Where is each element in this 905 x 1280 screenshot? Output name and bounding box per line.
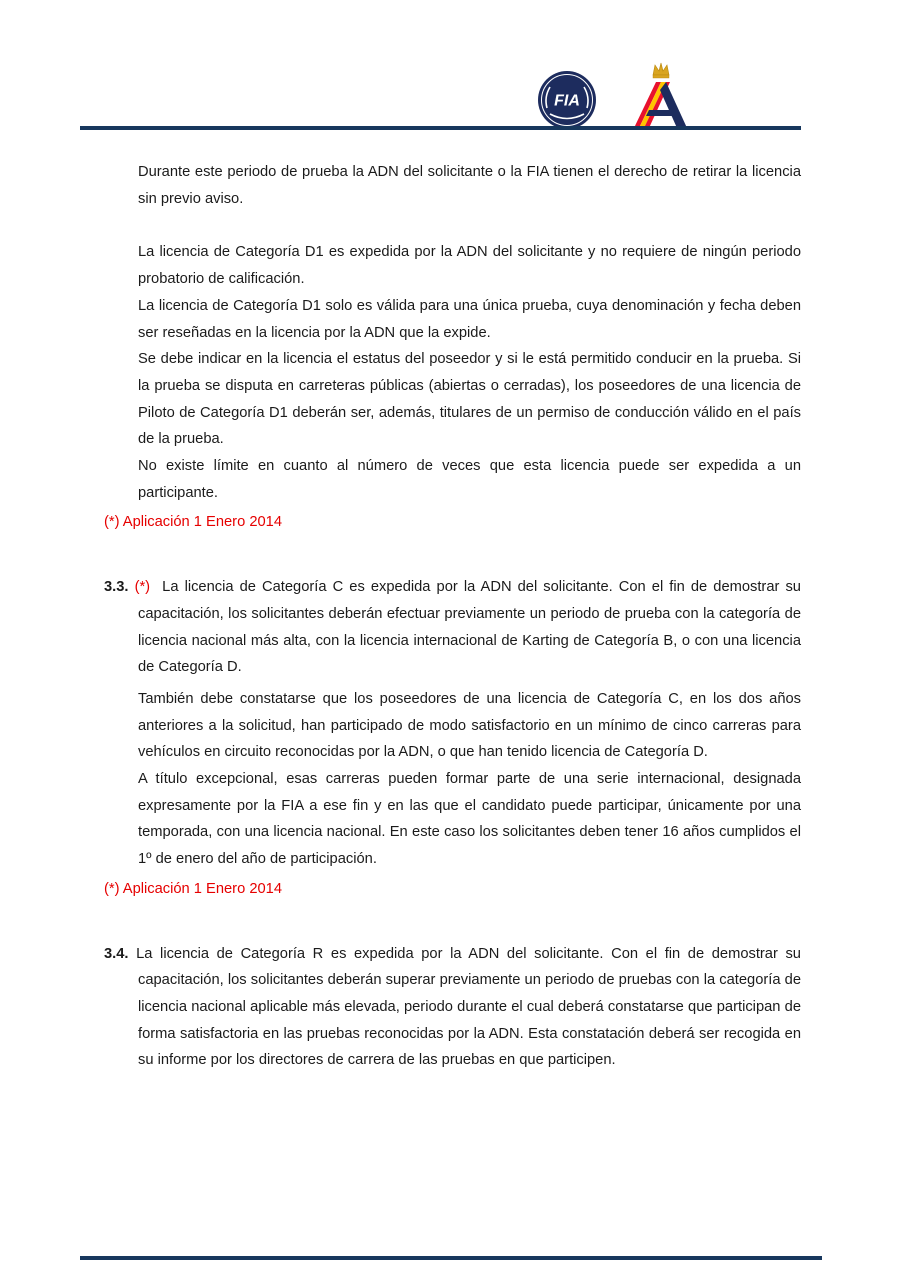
- rfeda-logo-icon: [628, 60, 692, 130]
- application-note: (*) Aplicación 1 Enero 2014: [104, 514, 282, 531]
- section-intro: [104, 159, 801, 536]
- section-3-3: [104, 574, 801, 902]
- paragraph: Se debe indicar en la licencia el estatus del poseedor y si le está permitido conducir en la prueba. Si la prueba se disputa en carreteras públicas (abiertas o cerradas), los poseedores de una licencia de Piloto de Categoría D1 deberán ser, además, titulares de un permiso de conducción válido en el país de la prueba.: [138, 351, 801, 448]
- paragraph: Durante este periodo de prueba la ADN del solicitante o la FIA tienen el derecho de retirar la licencia sin previo aviso.: [138, 164, 801, 207]
- fia-logo-icon: [537, 70, 597, 130]
- fia-logo: [537, 70, 597, 130]
- rfeda-logo: [628, 60, 692, 130]
- footer-rule: [80, 1256, 822, 1260]
- paragraph: La licencia de Categoría D1 solo es válida para una única prueba, cuya denominación y fecha deben ser reseñadas en la licencia por la ADN que la expide.: [138, 297, 801, 341]
- paragraph-text: La licencia de Categoría R es expedida por la ADN del solicitante. Con el fin de demostrar su capacitación, los solicitantes deberán superar previamente un periodo de pruebas con la categoría de licencia nacional aplicable más elevada, periodo durante el cual deberá constatarse que participan de forma satisfactoria en las pruebas reconocidas por la ADN. Esta constatación deberá ser recogida en su informe por los directores de carrera de las pruebas en que participen.: [136, 945, 801, 1069]
- section-number: 3.4.: [104, 945, 129, 962]
- paragraph-text: La licencia de Categoría C es expedida por la ADN del solicitante. Con el fin de demostrar su capacitación, los solicitantes deberán efectuar previamente un periodo de prueba con la categoría de licencia nacional más alta, con la licencia internacional de Karting de Categoría B, o con una licencia de Categoría D.: [138, 579, 801, 676]
- section-number: 3.3.: [104, 579, 129, 596]
- paragraph: A título excepcional, esas carreras pueden formar parte de una serie internacional, designada expresamente por la FIA a ese fin y en las que el candidato puede participar, únicamente por una temporada, con una licencia nacional. En este caso los solicitantes deben tener 16 años cumplidos el 1º de enero del año de participación.: [138, 771, 801, 868]
- header-rule: [80, 126, 801, 130]
- section-3-4: [104, 941, 801, 1075]
- paragraph: La licencia de Categoría D1 es expedida por la ADN del solicitante y no requiere de ningún periodo probatorio de calificación.: [138, 244, 801, 288]
- paragraph: [104, 941, 801, 1075]
- paragraph: También debe constatarse que los poseedores de una licencia de Categoría C, en los dos años anteriores a la solicitud, han participado de modo satisfactorio en un mínimo de cinco carreras para vehículos en circuito reconocidas por la ADN, o que han tenido licencia de Categoría D.: [138, 690, 801, 761]
- document-body: [104, 159, 801, 1074]
- paragraph: [104, 574, 801, 681]
- application-note: (*) Aplicación 1 Enero 2014: [104, 880, 282, 897]
- paragraph: No existe límite en cuanto al número de veces que esta licencia puede ser expedida a un participante.: [138, 458, 801, 501]
- footnote-star: (*): [134, 579, 151, 596]
- fia-logo-text: FIA: [554, 92, 580, 110]
